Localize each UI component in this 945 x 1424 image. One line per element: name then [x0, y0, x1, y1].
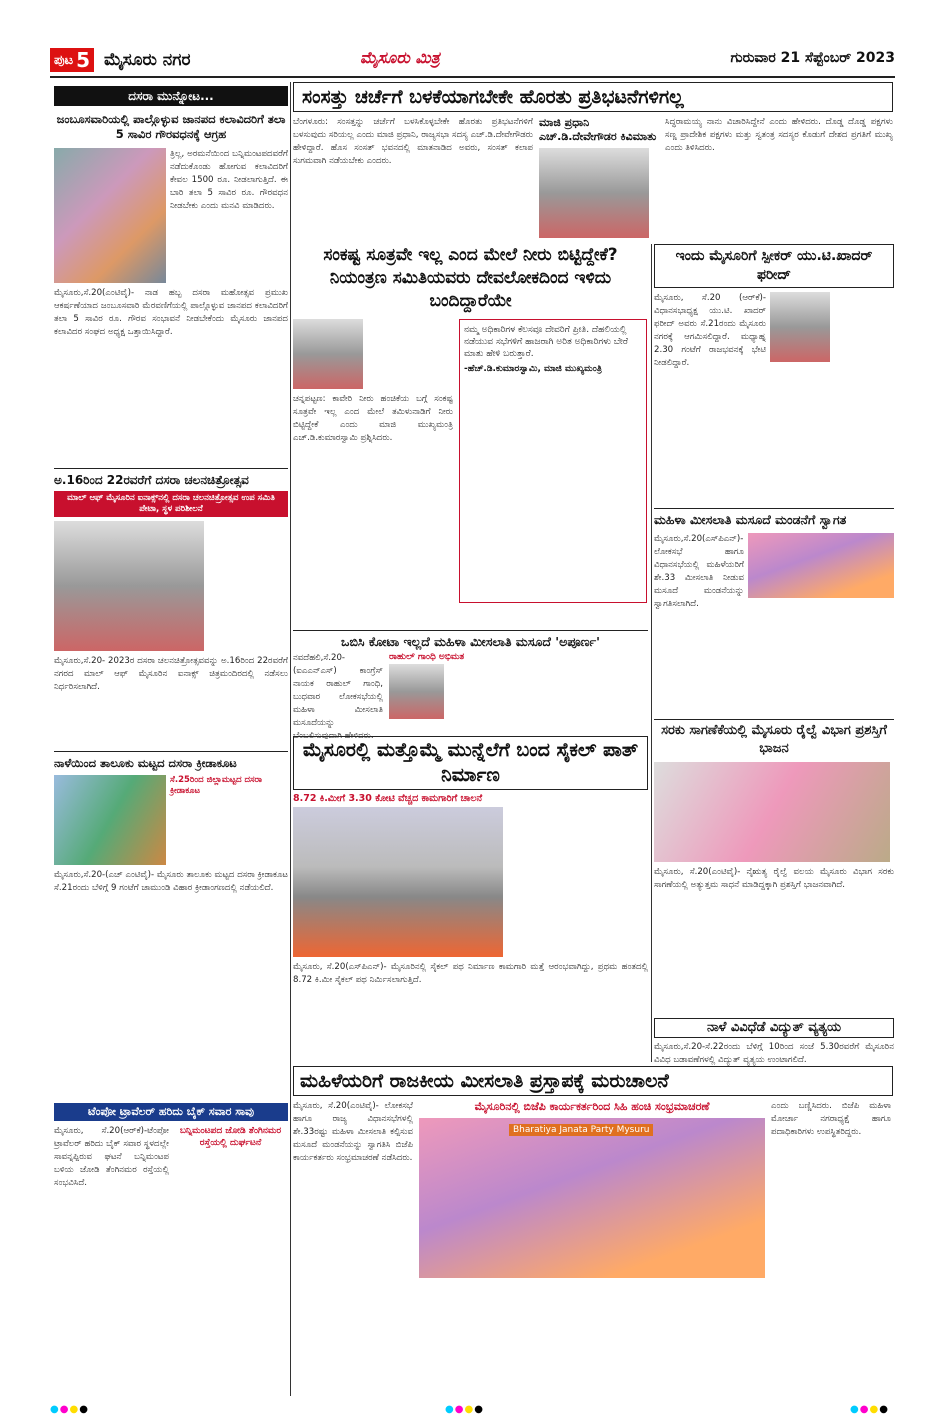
cycle-path-photo — [293, 807, 503, 957]
right-headline-2: ಮಹಿಳಾ ಮೀಸಲಾತಿ ಮಸೂದೆ ಮಂಡನೆಗೆ ಸ್ವಾಗತ — [654, 508, 894, 529]
left-sub-4: ಬನ್ನಿಮಂಟಪದ ಜೋಡಿ ತೆಂಗಿನಮರ ರಸ್ತೆಯಲ್ಲಿ ದುರ್ಘಟನೆ — [179, 1126, 282, 1148]
right-headline-1: ಇಂದು ಮೈಸೂರಿಗೆ ಸ್ಪೀಕರ್ ಯು.ಟಿ.ಖಾದರ್ ಫರೀದ್ — [654, 244, 894, 288]
bill-body: ನವದೆಹಲಿ,ಸೆ.20-(ಐಎಎನ್‌ಎಸ್) ಕಾಂಗ್ರೆಸ್ ನಾಯಕ ರಾಹುಲ್ ಗಾಂಧಿ, ಬುಧವಾರ ಲೋಕಸಭೆಯಲ್ಲಿ ಮಹಿಳಾ ಮೀಸಲಾತಿ ಮಸೂದೆಯನ್ನು ಬೆಂಬಲಿಸುವುದಾಗಿ ಹೇಳಿದರು. — [293, 653, 383, 741]
lead-body-right: ಸಿದ್ಧರಾಮಯ್ಯ ನಾನು ವಿಚಾರಿಸಿದ್ದೇನೆ ಎಂದು ಹೇಳಿದರು. ದೊಡ್ಡ ದೊಡ್ಡ ಪಕ್ಷಗಳು ಸಣ್ಣ ಪ್ರಾದೇಶಿಕ ಪಕ್ಷಗಳು ಮತ್ತು ಸ್ವತಂತ್ರ ಸದಸ್ಯರ ಕೊಡುಗೆ ದೇಶದ ಪ್ರಗತಿಗೆ ಮುಖ್ಯ ಎಂದು ತಿಳಿಸಿದರು. — [665, 117, 893, 153]
water-quote: ನಮ್ಮ ಅಧಿಕಾರಿಗಳ ಕೆಲಸವೂ ದೇವರಿಗೆ ಪ್ರೀತಿ. ದೆಹಲಿಯಲ್ಲಿ ನಡೆಯುವ ಸಭೆಗಳಿಗೆ ಹಾಜರಾಗಿ ಅರಿತ ಅಧಿಕಾರಿಗಳು ಬೇರೆ ಮಾತು ಹೇಳಿ ಬರುತ್ತಾರೆ. — [464, 325, 629, 359]
left-body-4: ಮೈಸೂರು,ಸೆ.20-(ಎಚ್ ಎಂಟಿವೈ)- ಮೈಸೂರು ತಾಲೂಕು ಮಟ್ಟದ ದಸರಾ ಕ್ರೀಡಾಕೂಟ ಸೆ.21ರಂದು ಬೆಳಿಗ್ಗೆ 9 ಗಂಟೆಗೆ ಚಾಮುಂಡಿ ವಿಹಾರ ಕ್ರೀಡಾಂಗಣದಲ್ಲಿ ನಡೆಯಲಿದೆ. — [54, 870, 288, 893]
cycle-article — [293, 736, 648, 1058]
page-header — [50, 46, 895, 78]
right-body-3: ಮೈಸೂರು, ಸೆ.20(ಎಂಟಿವೈ)- ನೈಋತ್ಯ ರೈಲ್ವೆ ವಲಯ ಮೈಸೂರು ವಿಭಾಗ ಸರಕು ಸಾಗಣೆಯಲ್ಲಿ ಅತ್ಯುತ್ತಮ ಸಾಧನೆ ಮಾಡಿದ್ದಕ್ಕಾಗಿ ಪ್ರಶಸ್ತಿಗೆ ಭಾಜನವಾಗಿದೆ. — [654, 867, 894, 890]
rahul-photo — [389, 664, 444, 719]
left-sub-2: ಮಾಲ್ ಆಫ್ ಮೈಸೂರಿನ ಐನಾಕ್ಸ್‌ನಲ್ಲಿ ದಸರಾ ಚಲನಚಿತ್ರೋತ್ಸವ ಉಪ ಸಮಿತಿ ಪೇಟಾ, ಸ್ಥಳ ಪರಿಶೀಲನೆ — [54, 491, 288, 517]
women-group-photo — [748, 533, 894, 598]
masthead: ಮೈಸೂರು ಮಿತ್ರ — [360, 48, 440, 67]
bottom-headline: ಮಹಿಳೆಯರಿಗೆ ರಾಜಕೀಯ ಮೀಸಲಾತಿ ಪ್ರಸ್ತಾಪಕ್ಕೆ ಮರುಚಾಲನೆ — [293, 1066, 893, 1096]
left-headline-4: ಟೆಂಪೋ ಟ್ರಾವೆಲರ್ ಹರಿದು ಬೈಕ್ ಸವಾರ ಸಾವು — [54, 1103, 288, 1121]
bottom-body-right: ಎಂದು ಬಣ್ಣಿಸಿದರು. ಬಿಜೆಪಿ ಮಹಿಳಾ ಮೋರ್ಚಾ ನಗರಾಧ್ಯಕ್ಷೆ ಹಾಗೂ ಪದಾಧಿಕಾರಿಗಳು ಉಪಸ್ಥಿತರಿದ್ದರು. — [771, 1101, 891, 1137]
left-headline-3: ನಾಳೆಯಿಂದ ತಾಲೂಕು ಮಟ್ಟದ ದಸರಾ ಕ್ರೀಡಾಕೂಟ — [54, 751, 288, 771]
issue-date: ಗುರುವಾರ 21 ಸೆಪ್ಟೆಂಬರ್ 2023 — [730, 50, 895, 66]
bill-sub: ರಾಹುಲ್ ಗಾಂಧಿ ಅಭಿಮತ — [389, 652, 465, 662]
speaker-photo — [770, 292, 830, 362]
left-headline-2: ಅ.16ರಿಂದ 22ರವರೆಗೆ ದಸರಾ ಚಲನಚಿತ್ರೋತ್ಸವ — [54, 468, 288, 488]
cycle-sub: 8.72 ಕಿ.ಮೀಗೆ 3.30 ಕೋಟಿ ವೆಚ್ಚದ ಕಾಮಗಾರಿಗೆ ಚಾಲನೆ — [293, 793, 483, 804]
right-headline-4: ನಾಳೆ ವಿವಿಧೆಡೆ ವಿದ್ಯುತ್ ವ್ಯತ್ಯಯ — [654, 1018, 894, 1038]
railway-award-photo — [654, 762, 890, 862]
water-article — [293, 244, 648, 630]
devegowda-photo — [539, 148, 649, 238]
right-body-2: ಮೈಸೂರು,ಸೆ.20(ಎಸ್‌ಪಿಎನ್)- ಲೋಕಸಭೆ ಹಾಗೂ ವಿಧಾನಸಭೆಯಲ್ಲಿ ಮಹಿಳೆಯರಿಗೆ ಶೇ.33 ಮೀಸಲಾತಿ ನೀಡುವ ಮಸೂದೆ ಮಂಡನೆಯನ್ನು ಸ್ವಾಗತಿಸಲಾಗಿದೆ. — [654, 534, 744, 609]
lead-story — [293, 82, 893, 240]
kicker: ದಸರಾ ಮುನ್ನೋಟ... — [54, 86, 288, 106]
cycle-body: ಮೈಸೂರು, ಸೆ.20(ಎಸ್‌ಪಿಎನ್)- ಮೈಸೂರಿನಲ್ಲಿ ಸೈಕಲ್ ಪಥ ನಿರ್ಮಾಣ ಕಾಮಗಾರಿ ಮತ್ತೆ ಆರಂಭವಾಗಿದ್ದು, ಪ್ರಥಮ ಹಂತದಲ್ಲಿ 8.72 ಕಿ.ಮೀ ಸೈಕಲ್ ಪಥ ನಿರ್ಮಿಸಲಾಗುತ್ತಿದೆ. — [293, 962, 648, 985]
left-column — [54, 86, 288, 1392]
water-quote-by: -ಹೆಚ್.ಡಿ.ಕುಮಾರಸ್ವಾಮಿ, ಮಾಜಿ ಮುಖ್ಯಮಂತ್ರಿ — [464, 364, 602, 374]
print-marks: ●●●● — [50, 1404, 89, 1415]
photo-banner: Bharatiya Janata Party Mysuru — [509, 1124, 653, 1136]
lead-subheadline: ಮಾಜಿ ಪ್ರಧಾನಿ ಎಚ್.ಡಿ.ದೇವೇಗೌಡರ ಕಿವಿಮಾತು — [539, 116, 657, 143]
right-body-1: ಮೈಸೂರು, ಸೆ.20 (ಆರ್‌ಕೆ)- ವಿಧಾನಸಭಾಧ್ಯಕ್ಷ ಯು.ಟಿ. ಖಾದರ್ ಫರೀದ್ ಅವರು ಸೆ.21ರಂದು ಮೈಸೂರು ನಗರಕ್ಕೆ ಆಗಮಿಸಲಿದ್ದಾರೆ. ಮಧ್ಯಾಹ್ನ 2.30 ಗಂಟೆಗೆ ರಾಜಭವನಕ್ಕೆ ಭೇಟಿ ನೀಡಲಿದ್ದಾರೆ. — [654, 293, 766, 368]
page-number: 5 — [76, 48, 90, 72]
column-rule — [290, 82, 291, 1396]
bill-article — [293, 630, 648, 741]
print-marks: ●●●● — [445, 1404, 484, 1415]
left-body-1: ಮೈಸೂರು,ಸೆ.20(ಎಂಟಿವೈ)- ನಾಡ ಹಬ್ಬ ದಸರಾ ಮಹೋತ್ಸವ ಪ್ರಮುಖ ಆಕರ್ಷಣೆಯಾದ ಜಂಬೂಸವಾರಿ ಮೆರವಣಿಗೆಯಲ್ಲಿ ಪಾಲ್ಗೊಳ್ಳುವ ಜಾನಪದ ಕಲಾವಿದರಿಗೆ ತಲಾ 5 ಸಾವಿರ ರೂ. ಗೌರವ ಸಂಭಾವನೆ ನೀಡಬೇಕೆಂದು ಮೈಸೂರು ಜಾನಪದ ಕಲಾವಿದರ ಸಂಘದ ಅಧ್ಯಕ್ಷ ಒತ್ತಾಯಿಸಿದ್ದಾರೆ. — [54, 288, 288, 337]
right-body-4: ಮೈಸೂರು,ಸೆ.20-ಸೆ.22ರಂದು ಬೆಳಿಗ್ಗೆ 10ರಿಂದ ಸಂಜೆ 5.30ರವರೆಗೆ ಮೈಸೂರಿನ ವಿವಿಧ ಬಡಾವಣೆಗಳಲ್ಲಿ ವಿದ್ಯುತ್ ವ್ಯತ್ಯಯ ಉಂಟಾಗಲಿದೆ. — [654, 1042, 894, 1065]
print-marks: ●●●● — [850, 1404, 889, 1415]
kumaraswamy-photo — [293, 319, 363, 389]
inox-visit-photo — [54, 521, 204, 651]
cycle-headline: ಮೈಸೂರಲ್ಲಿ ಮತ್ತೊಮ್ಮೆ ಮುನ್ನೆಲೆಗೆ ಬಂದ ಸೈಕಲ್ ಪಾತ್ ನಿರ್ಮಾಣ — [293, 736, 648, 790]
bottom-body-left: ಮೈಸೂರು, ಸೆ.20(ಎಂಟಿವೈ)- ಲೋಕಸಭೆ ಹಾಗೂ ರಾಜ್ಯ ವಿಧಾನಸಭೆಗಳಲ್ಲಿ ಶೇ.33ರಷ್ಟು ಮಹಿಳಾ ಮೀಸಲಾತಿ ಕಲ್ಪಿಸುವ ಮಸೂದೆ ಮಂಡನೆಯನ್ನು ಸ್ವಾಗತಿಸಿ ಬಿಜೆಪಿ ಕಾರ್ಯಕರ್ತರು ಸಂಭ್ರಮಾಚರಣೆ ನಡೆಸಿದರು. — [293, 1101, 413, 1163]
folk-artists-photo — [54, 148, 166, 283]
bottom-story — [293, 1066, 893, 1396]
left-body-2: ತ್ರಿಲ್ಲ, ಅರಮನೆಯಿಂದ ಬನ್ನಿಮಂಟಪದವರೆಗೆ ನಡೆದುಕೊಂಡು ಹೋಗುವ ಕಲಾವಿದರಿಗೆ ಕೇವಲ 1500 ರೂ. ನೀಡಲಾಗುತ್ತಿದೆ. ಈ ಬಾರಿ ತಲಾ 5 ಸಾವಿರ ರೂ. ಗೌರವಧನ ನೀಡಬೇಕು ಎಂದು ಮನವಿ ಮಾಡಿದರು. — [170, 149, 288, 211]
lead-headline: ಸಂಸತ್ತು ಚರ್ಚೆಗೆ ಬಳಕೆಯಾಗಬೇಕೇ ಹೊರತು ಪ್ರತಿಭಟನೆಗಳಿಗಲ್ಲ — [293, 82, 893, 112]
bottom-sub: ಮೈಸೂರಿನಲ್ಲಿ ಬಿಜೆಪಿ ಕಾರ್ಯಕರ್ತರಿಂದ ಸಿಹಿ ಹಂಚಿ ಸಂಭ್ರಮಾಚರಣೆ — [474, 1100, 710, 1113]
water-headline: ಸಂಕಷ್ಟ ಸೂತ್ರವೇ ಇಲ್ಲ ಎಂದ ಮೇಲೆ ನೀರು ಬಿಟ್ಟಿದ್ದೇಕೆ? ನಿಯಂತ್ರಣ ಸಮಿತಿಯವರು ದೇವಲೋಕದಿಂದ ಇಳಿದು ಬಂದಿದ್ದಾರೆಯೇ — [323, 245, 618, 311]
page-label: ಪುಟ — [54, 52, 74, 68]
section-title: ಮೈಸೂರು ನಗರ — [104, 50, 191, 70]
bill-headline: ಒಬಿಸಿ ಕೋಟಾ ಇಲ್ಲದೆ ಮಹಿಳಾ ಮೀಸಲಾತಿ ಮಸೂದೆ 'ಅಪೂರ್ಣ' — [293, 630, 648, 650]
left-headline-1: ಜಂಬೂಸವಾರಿಯಲ್ಲಿ ಪಾಲ್ಗೊಳ್ಳುವ ಜಾನಪದ ಕಲಾವಿದರಿಗೆ ತಲಾ 5 ಸಾವಿರ ಗೌರವಧನಕ್ಕೆ ಆಗ್ರಹ — [56, 112, 286, 141]
bjp-celebration-photo — [419, 1118, 765, 1278]
page-number-badge — [50, 48, 94, 72]
left-body-3: ಮೈಸೂರು,ಸೆ.20- 2023ರ ದಸರಾ ಚಲನಚಿತ್ರೋತ್ಸವವನ್ನು ಅ.16ರಿಂದ 22ರವರೆಗೆ ನಗರದ ಮಾಲ್ ಆಫ್ ಮೈಸೂರಿನ ಐನಾಕ್ಸ್ ಚಿತ್ರಮಂದಿರದಲ್ಲಿ ನಡೆಸಲು ನಿರ್ಧರಿಸಲಾಗಿದೆ. — [54, 656, 288, 692]
sports-photo — [54, 775, 166, 865]
left-caption-3: ಸೆ.25ರಿಂದ ಜಿಲ್ಲಾಮಟ್ಟದ ದಸರಾ ಕ್ರೀಡಾಕೂಟ — [170, 775, 263, 796]
column-rule — [651, 244, 652, 1062]
left-body-5: ಮೈಸೂರು, ಸೆ.20(ಆರ್‌ಕೆ)-ಟೆಂಪೋ ಟ್ರಾವೆಲರ್ ಹರಿದು ಬೈಕ್ ಸವಾರ ಸ್ಥಳದಲ್ಲೇ ಸಾವನ್ನಪ್ಪಿರುವ ಘಟನೆ ಬನ್ನಿಮಂಟಪ ಬಳಿಯ ಜೋಡಿ ತೆಂಗಿನಮರ ರಸ್ತೆಯಲ್ಲಿ ಸಂಭವಿಸಿದೆ. — [54, 1126, 169, 1188]
water-body: ಚನ್ನಪಟ್ಟಣ: ಕಾವೇರಿ ನೀರು ಹಂಚಿಕೆಯ ಬಗ್ಗೆ ಸಂಕಷ್ಟ ಸೂತ್ರವೇ ಇಲ್ಲ ಎಂದ ಮೇಲೆ ತಮಿಳುನಾಡಿಗೆ ನೀರು ಬಿಟ್ಟಿದ್ದೇಕೆ ಎಂದು ಮಾಜಿ ಮುಖ್ಯಮಂತ್ರಿ ಎಚ್.ಡಿ.ಕುಮಾರಸ್ವಾಮಿ ಪ್ರಶ್ನಿಸಿದರು. — [293, 394, 453, 443]
right-column — [654, 244, 894, 1064]
lead-body: ಬೆಂಗಳೂರು: ಸಂಸತ್ತನ್ನು ಚರ್ಚೆಗೆ ಬಳಸಿಕೊಳ್ಳಬೇಕೇ ಹೊರತು ಪ್ರತಿಭಟನೆಗಳಿಗೆ ಬಳಸುವುದು ಸರಿಯಲ್ಲ ಎಂದು ಮಾಜಿ ಪ್ರಧಾನಿ, ರಾಜ್ಯಸಭಾ ಸದಸ್ಯ ಎಚ್.ಡಿ.ದೇವೇಗೌಡರು ಹೇಳಿದ್ದಾರೆ. ಹೊಸ ಸಂಸತ್ ಭವನದಲ್ಲಿ ಮಾತನಾಡಿದ ಅವರು, ಸಂಸತ್ ಕಲಾಪ ಸುಗಮವಾಗಿ ನಡೆಯಬೇಕು ಎಂದರು. — [293, 117, 533, 166]
right-headline-3: ಸರಕು ಸಾಗಣೆಕೆಯಲ್ಲಿ ಮೈಸೂರು ರೈಲ್ವೆ ವಿಭಾಗ ಪ್ರಶಸ್ತಿಗೆ ಭಾಜನ — [654, 719, 894, 758]
